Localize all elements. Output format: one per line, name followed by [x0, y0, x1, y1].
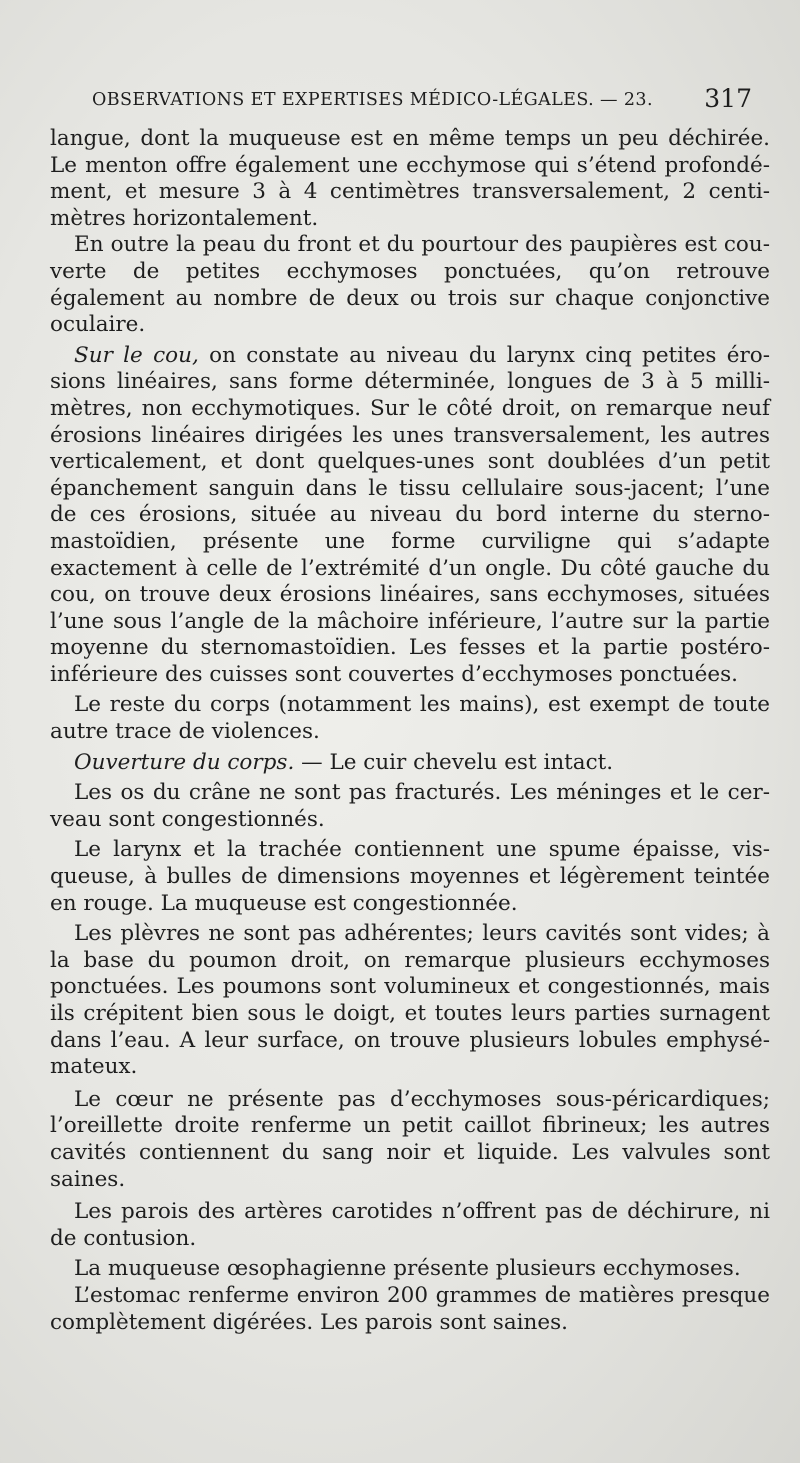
paragraph-text: — Le cuir chevelu est intact.	[301, 749, 614, 775]
paragraph	[50, 343, 770, 689]
page-number: 317	[704, 84, 752, 113]
paragraph: Le larynx et la trachée contiennent une spume épaisse, visqueuse, à bulles de dimensions moyennes et légèrement teintée en rouge. La muqueuse est congestionnée.	[50, 837, 770, 916]
paragraph-text: on constate au niveau du larynx cinq petites érosions linéaires, sans forme déterminée, longues de 3 à 5 millimètres, non ecchymotiques. Sur le côté droit, on remarque neuf érosions linéaires dirigées les unes transversalement, les autres verticalement, et dont quelques-unes sont doublées d’un petit épanchement sanguin dans le tissu cellulaire sous-jacent; l’une de ces érosions, située au niveau du bord interne du sterno-mastoïdien, présente une forme curviligne qui s’adapte exactement à celle de l’extrémité d’un ongle. Du côté gauche du cou, on trouve deux érosions linéaires, sans ecchymoses, situées l’une sous l’angle de la mâchoire inférieure, l’autre sur la partie moyenne du sternomastoïdien. Les fesses et la partie postéro-inférieure des cuisses sont couvertes d’ecchymoses ponctuées.	[50, 342, 770, 687]
body-text	[50, 126, 770, 1336]
paragraph: Les os du crâne ne sont pas fracturés. Les méninges et le cerveau sont congestionnés.	[50, 780, 770, 832]
paragraph	[50, 750, 770, 777]
italic-term: Sur le cou,	[74, 342, 199, 368]
paragraph: L’estomac renferme environ 200 grammes de matières presque complètement digérées. Les parois sont saines.	[50, 1282, 770, 1335]
paragraph: Les parois des artères carotides n’offrent pas de déchirure, ni de contusion.	[50, 1199, 770, 1251]
paragraph: Les plèvres ne sont pas adhérentes; leurs cavités sont vides; à la base du poumon droit, on remarque plusieurs ecchymoses ponctuées. Les poumons sont volumineux et congestionnés, mais ils crépitent bien sous le doigt, et toutes leurs parties surnagent dans l’eau. A leur surface, on trouve plusieurs lobules emphysémateux.	[50, 921, 770, 1080]
paragraph: langue, dont la muqueuse est en même temps un peu déchirée. Le menton offre également une ecchymose qui s’étend profondément, et mesure 3 à 4 centimètres transversalement, 2 centimètres horizontalement.	[50, 126, 770, 231]
paragraph: En outre la peau du front et du pourtour des paupières est couverte de petites ecchymoses ponctuées, qu’on retrouve également au nombre de deux ou trois sur chaque conjonctive oculaire.	[50, 232, 770, 338]
paragraph: La muqueuse œsophagienne présente plusieurs ecchymoses.	[74, 1256, 741, 1282]
paragraph: Le cœur ne présente pas d’ecchymoses sous-péricardiques; l’oreillette droite renferme un petit caillot fibrineux; les autres cavités contiennent du sang noir et liquide. Les valvules sont saines.	[50, 1086, 770, 1192]
paragraph: Le reste du corps (notamment les mains), est exempt de toute autre trace de violences.	[50, 692, 770, 745]
page-header	[92, 84, 752, 116]
italic-term: Ouverture du corps.	[74, 749, 295, 775]
running-title: OBSERVATIONS ET EXPERTISES MÉDICO-LÉGALES. — 23.	[92, 90, 653, 110]
